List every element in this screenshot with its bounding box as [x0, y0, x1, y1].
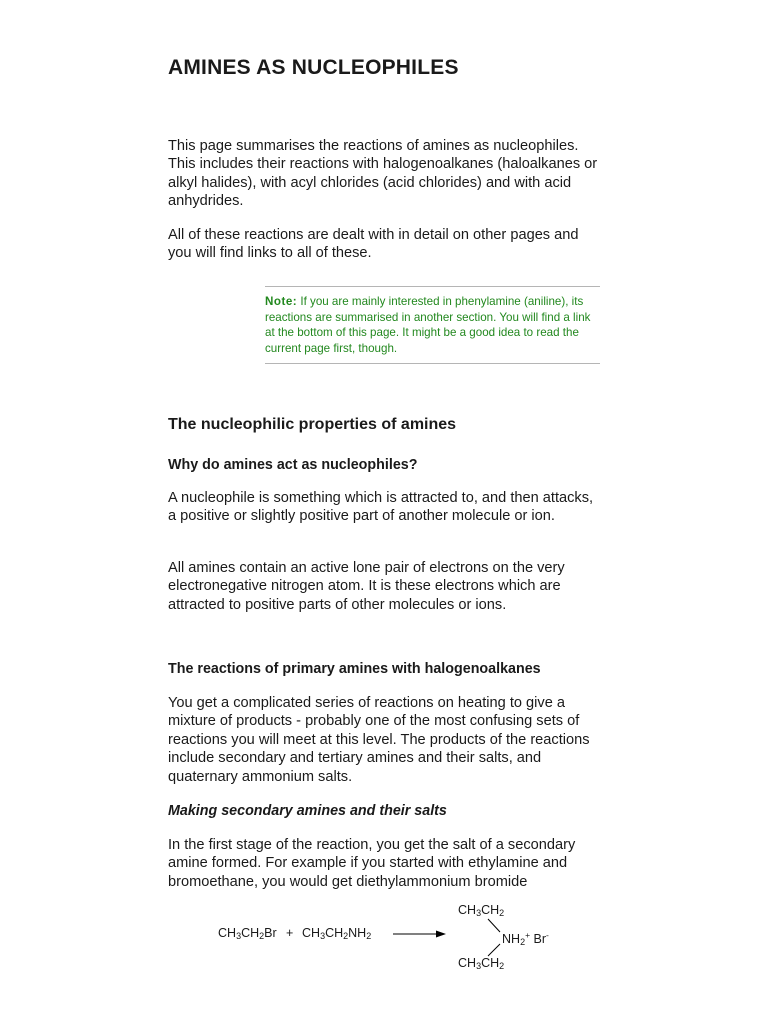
bond-bottom [488, 944, 500, 956]
lone-pair-paragraph: All amines contain an active lone pair of electrons on the very electronegative nitrogen atom. It is these electrons which are attracted to positive parts of other molecules or ions. [168, 560, 565, 613]
intro-paragraph-2: All of these reactions are dealt with in detail on other pages and you will find links to all of these. [168, 227, 579, 262]
section-heading-nucleophilic-properties: The nucleophilic properties of amines [168, 416, 457, 433]
product-ethyl-bottom: $CH_3CH_2$ [458, 956, 505, 971]
nucleophile-definition-paragraph: A nucleophile is something which is attracted to, and then attacks, a positive or slightly positive part of another molecule or ion. [168, 490, 594, 525]
subheading-secondary-amines: Making secondary amines and their salts [168, 803, 447, 819]
note-box [265, 286, 600, 364]
subheading-why-nucleophiles: Why do amines act as nucleophiles? [168, 457, 418, 473]
note-label: Note: [265, 295, 298, 308]
first-stage-paragraph: In the first stage of the reaction, you get the salt of a secondary amine formed. For example if you started with ethylamine and bromoethane, you would get diethylammonium bromide [168, 837, 576, 890]
reactant-ethylamine: $CH_3CH_2NH_2$ [302, 926, 372, 941]
plus-sign: + [286, 926, 294, 940]
intro-paragraph-1: This page summarises the reactions of amines as nucleophiles. This includes their reactions with halogenoalkanes (haloalkanes or alkyl halides), with acyl chlorides (acid chlorides) and with acid anhydrides. [168, 138, 598, 210]
product-ammonium-bromide: $NH_2^+$ Br- [502, 930, 549, 947]
product-ethyl-top: $CH_3CH_2$ [458, 903, 505, 918]
page-title: AMINES AS NUCLEOPHILES [168, 56, 459, 79]
note-text: If you are mainly interested in phenylamine (aniline), its reactions are summarised in another section. You will find a link at the bottom of this page. It might be a good idea to read the current page first, though. [265, 295, 591, 355]
reactant-bromoethane: $CH_3CH_2Br$ [218, 926, 277, 941]
section-heading-primary-amines-halogenoalkanes: The reactions of primary amines with halogenoalkanes [168, 661, 541, 677]
arrow-head-icon [436, 931, 446, 938]
bond-top [488, 919, 500, 932]
reactions-series-paragraph: You get a complicated series of reactions on heating to give a mixture of products - probably one of the most confusing sets of reactions you will meet at this level. The products of the reactions include secondary and tertiary amines and their salts, and quaternary ammonium salts. [168, 695, 590, 785]
